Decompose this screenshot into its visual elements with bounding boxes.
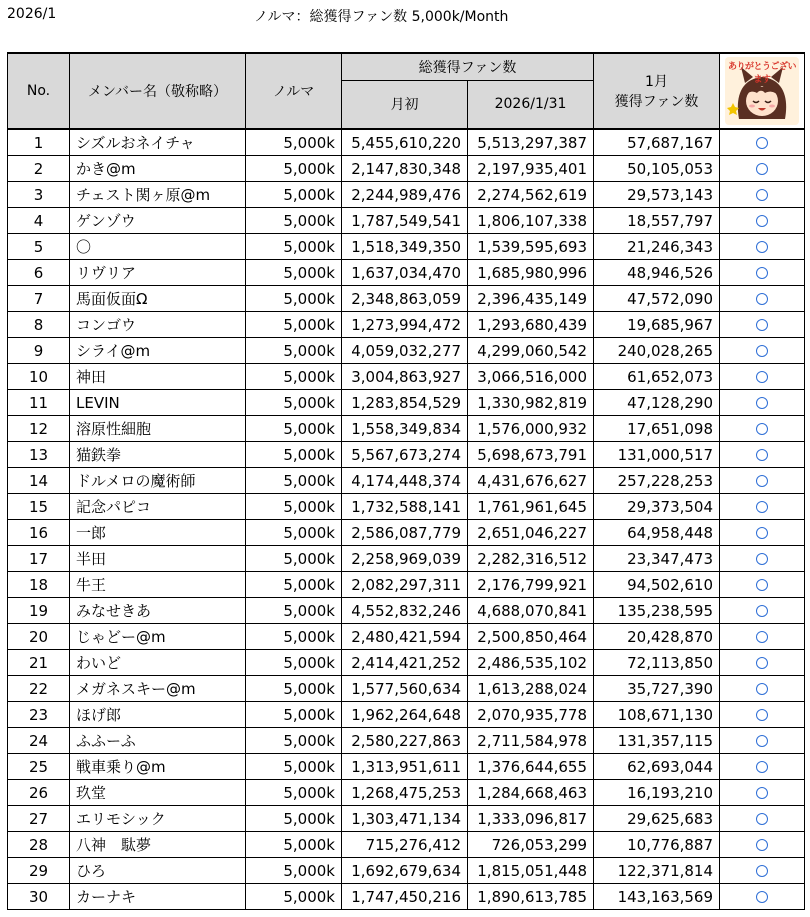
row-number: 11 (8, 390, 70, 416)
row-quota: 5,000k (246, 780, 342, 806)
circle-mark-icon (756, 605, 768, 617)
member-name: ひろ (70, 858, 246, 884)
monthly-gained-fans: 57,687,167 (594, 129, 720, 156)
member-name: 半田 (70, 546, 246, 572)
monthly-gained-fans: 20,428,870 (594, 624, 720, 650)
row-number: 6 (8, 260, 70, 286)
row-quota: 5,000k (246, 546, 342, 572)
monthly-gained-fans: 19,685,967 (594, 312, 720, 338)
row-quota: 5,000k (246, 364, 342, 390)
monthly-gained-fans: 122,371,814 (594, 858, 720, 884)
achieved-mark (720, 780, 805, 806)
end-of-month-fans: 4,299,060,542 (468, 338, 594, 364)
circle-mark-icon (756, 215, 768, 227)
start-of-month-fans: 1,577,560,634 (342, 676, 468, 702)
circle-mark-icon (756, 761, 768, 773)
circle-mark-icon (756, 319, 768, 331)
row-quota: 5,000k (246, 598, 342, 624)
table-row (8, 650, 805, 676)
end-of-month-fans: 1,890,613,785 (468, 884, 594, 910)
row-quota: 5,000k (246, 312, 342, 338)
table-row (8, 182, 805, 208)
monthly-gained-fans: 240,028,265 (594, 338, 720, 364)
member-name: ドルメロの魔術師 (70, 468, 246, 494)
achieved-mark (720, 806, 805, 832)
row-number: 7 (8, 286, 70, 312)
start-of-month-fans: 1,518,349,350 (342, 234, 468, 260)
row-number: 4 (8, 208, 70, 234)
row-number: 12 (8, 416, 70, 442)
table-row (8, 624, 805, 650)
monthly-gained-fans: 16,193,210 (594, 780, 720, 806)
member-name: 〇 (70, 234, 246, 260)
row-quota: 5,000k (246, 832, 342, 858)
achieved-mark (720, 650, 805, 676)
row-number: 21 (8, 650, 70, 676)
table-row (8, 546, 805, 572)
member-name: 馬面仮面Ω (70, 286, 246, 312)
table-row (8, 832, 805, 858)
achieved-mark (720, 260, 805, 286)
start-of-month-fans: 4,552,832,246 (342, 598, 468, 624)
end-of-month-fans: 2,274,562,619 (468, 182, 594, 208)
monthly-gained-fans: 64,958,448 (594, 520, 720, 546)
monthly-gained-fans: 143,163,569 (594, 884, 720, 910)
row-quota: 5,000k (246, 884, 342, 910)
achieved-mark (720, 129, 805, 156)
table-row (8, 754, 805, 780)
circle-mark-icon (756, 683, 768, 695)
member-name: ゲンゾウ (70, 208, 246, 234)
monthly-gained-fans: 18,557,797 (594, 208, 720, 234)
achieved-mark (720, 728, 805, 754)
start-of-month-fans: 1,558,349,834 (342, 416, 468, 442)
row-quota: 5,000k (246, 286, 342, 312)
member-name: 溶原性細胞 (70, 416, 246, 442)
member-name: 記念パピコ (70, 494, 246, 520)
start-of-month-fans: 4,059,032,277 (342, 338, 468, 364)
achieved-mark (720, 416, 805, 442)
row-quota: 5,000k (246, 416, 342, 442)
start-of-month-fans: 1,787,549,541 (342, 208, 468, 234)
table-row (8, 520, 805, 546)
end-of-month-fans: 2,396,435,149 (468, 286, 594, 312)
monthly-gained-fans: 131,000,517 (594, 442, 720, 468)
table-row (8, 572, 805, 598)
end-of-month-fans: 1,330,982,819 (468, 390, 594, 416)
row-number: 17 (8, 546, 70, 572)
row-number: 28 (8, 832, 70, 858)
row-quota: 5,000k (246, 572, 342, 598)
member-name: 猫鉄拳 (70, 442, 246, 468)
table-row (8, 234, 805, 260)
end-of-month-fans: 1,293,680,439 (468, 312, 594, 338)
achieved-mark (720, 624, 805, 650)
row-quota: 5,000k (246, 754, 342, 780)
circle-mark-icon (756, 501, 768, 513)
circle-mark-icon (756, 137, 768, 149)
end-of-month-fans: 2,070,935,778 (468, 702, 594, 728)
end-of-month-fans: 2,486,535,102 (468, 650, 594, 676)
row-quota: 5,000k (246, 234, 342, 260)
row-number: 26 (8, 780, 70, 806)
row-number: 30 (8, 884, 70, 910)
row-quota: 5,000k (246, 208, 342, 234)
achieved-mark (720, 754, 805, 780)
row-number: 1 (8, 129, 70, 156)
member-name: メガネスキー@m (70, 676, 246, 702)
circle-mark-icon (756, 267, 768, 279)
start-of-month-fans: 1,303,471,134 (342, 806, 468, 832)
achieved-mark (720, 208, 805, 234)
circle-mark-icon (756, 527, 768, 539)
row-number: 16 (8, 520, 70, 546)
circle-mark-icon (756, 865, 768, 877)
member-name: 八神 駄夢 (70, 832, 246, 858)
quota-description: ノルマ：総獲得ファン数 5,000k/Month (254, 9, 509, 25)
end-of-month-fans: 2,500,850,464 (468, 624, 594, 650)
start-of-month-fans: 1,268,475,253 (342, 780, 468, 806)
achieved-mark (720, 286, 805, 312)
row-number: 22 (8, 676, 70, 702)
row-number: 29 (8, 858, 70, 884)
start-of-month-fans: 2,258,969,039 (342, 546, 468, 572)
table-row (8, 676, 805, 702)
header-monthly-line1: 1月 (645, 74, 668, 90)
monthly-gained-fans: 50,105,053 (594, 156, 720, 182)
end-of-month-fans: 1,376,644,655 (468, 754, 594, 780)
row-quota: 5,000k (246, 129, 342, 156)
achieved-mark (720, 468, 805, 494)
monthly-gained-fans: 21,246,343 (594, 234, 720, 260)
achieved-mark (720, 884, 805, 910)
circle-mark-icon (756, 163, 768, 175)
monthly-gained-fans: 108,671,130 (594, 702, 720, 728)
row-quota: 5,000k (246, 338, 342, 364)
monthly-gained-fans: 62,693,044 (594, 754, 720, 780)
table-row (8, 806, 805, 832)
start-of-month-fans: 1,962,264,648 (342, 702, 468, 728)
achieved-mark (720, 182, 805, 208)
table-row (8, 416, 805, 442)
monthly-gained-fans: 35,727,390 (594, 676, 720, 702)
achieved-mark (720, 832, 805, 858)
achieved-mark (720, 234, 805, 260)
end-of-month-fans: 1,333,096,817 (468, 806, 594, 832)
table-row (8, 129, 805, 156)
row-quota: 5,000k (246, 156, 342, 182)
row-number: 14 (8, 468, 70, 494)
start-of-month-fans: 5,455,610,220 (342, 129, 468, 156)
row-number: 2 (8, 156, 70, 182)
table-row (8, 286, 805, 312)
member-name: ふふーふ (70, 728, 246, 754)
end-of-month-fans: 5,698,673,791 (468, 442, 594, 468)
monthly-gained-fans: 29,625,683 (594, 806, 720, 832)
start-of-month-fans: 3,004,863,927 (342, 364, 468, 390)
circle-mark-icon (756, 657, 768, 669)
row-quota: 5,000k (246, 390, 342, 416)
end-of-month-fans: 1,613,288,024 (468, 676, 594, 702)
circle-mark-icon (756, 241, 768, 253)
end-of-month-fans: 1,685,980,996 (468, 260, 594, 286)
row-quota: 5,000k (246, 468, 342, 494)
table-row (8, 442, 805, 468)
monthly-gained-fans: 72,113,850 (594, 650, 720, 676)
monthly-gained-fans: 29,373,504 (594, 494, 720, 520)
start-of-month-fans: 1,747,450,216 (342, 884, 468, 910)
circle-mark-icon (756, 449, 768, 461)
member-name: 玖堂 (70, 780, 246, 806)
fan-count-table (7, 52, 805, 910)
start-of-month-fans: 2,147,830,348 (342, 156, 468, 182)
thanks-sticker-text: ありがとうございます (728, 62, 797, 85)
circle-mark-icon (756, 709, 768, 721)
start-of-month-fans: 1,313,951,611 (342, 754, 468, 780)
table-row (8, 338, 805, 364)
start-of-month-fans: 2,480,421,594 (342, 624, 468, 650)
table-row (8, 728, 805, 754)
row-quota: 5,000k (246, 182, 342, 208)
monthly-gained-fans: 48,946,526 (594, 260, 720, 286)
table-row (8, 468, 805, 494)
circle-mark-icon (756, 787, 768, 799)
circle-mark-icon (756, 553, 768, 565)
start-of-month-fans: 2,586,087,779 (342, 520, 468, 546)
row-number: 9 (8, 338, 70, 364)
achieved-mark (720, 858, 805, 884)
achieved-mark (720, 312, 805, 338)
circle-mark-icon (756, 475, 768, 487)
start-of-month-fans: 2,082,297,311 (342, 572, 468, 598)
member-name: みなせきあ (70, 598, 246, 624)
circle-mark-icon (756, 397, 768, 409)
member-name: チェスト関ヶ原@m (70, 182, 246, 208)
end-of-month-fans: 1,761,961,645 (468, 494, 594, 520)
row-number: 8 (8, 312, 70, 338)
monthly-gained-fans: 135,238,595 (594, 598, 720, 624)
start-of-month-fans: 2,580,227,863 (342, 728, 468, 754)
circle-mark-icon (756, 839, 768, 851)
table-row (8, 598, 805, 624)
start-of-month-fans: 2,348,863,059 (342, 286, 468, 312)
member-name: 牛王 (70, 572, 246, 598)
achieved-mark (720, 520, 805, 546)
row-quota: 5,000k (246, 494, 342, 520)
row-quota: 5,000k (246, 442, 342, 468)
circle-mark-icon (756, 891, 768, 903)
member-name: LEVIN (70, 390, 246, 416)
circle-mark-icon (756, 371, 768, 383)
circle-mark-icon (756, 631, 768, 643)
achieved-mark (720, 546, 805, 572)
monthly-gained-fans: 257,228,253 (594, 468, 720, 494)
row-number: 19 (8, 598, 70, 624)
achieved-mark (720, 338, 805, 364)
table-row (8, 390, 805, 416)
circle-mark-icon (756, 579, 768, 591)
header-end-date: 2026/1/31 (468, 80, 594, 129)
header-start-of-month: 月初 (342, 80, 468, 129)
circle-mark-icon (756, 345, 768, 357)
end-of-month-fans: 1,806,107,338 (468, 208, 594, 234)
member-name: エリモシック (70, 806, 246, 832)
monthly-gained-fans: 61,652,073 (594, 364, 720, 390)
monthly-gained-fans: 94,502,610 (594, 572, 720, 598)
report-month: 2026/1 (7, 6, 57, 22)
row-number: 20 (8, 624, 70, 650)
monthly-gained-fans: 17,651,098 (594, 416, 720, 442)
start-of-month-fans: 1,732,588,141 (342, 494, 468, 520)
end-of-month-fans: 1,284,668,463 (468, 780, 594, 806)
end-of-month-fans: 2,651,046,227 (468, 520, 594, 546)
achieved-mark (720, 364, 805, 390)
circle-mark-icon (756, 813, 768, 825)
member-name: かき@m (70, 156, 246, 182)
table-row (8, 884, 805, 910)
end-of-month-fans: 1,539,595,693 (468, 234, 594, 260)
start-of-month-fans: 715,276,412 (342, 832, 468, 858)
member-name: 神田 (70, 364, 246, 390)
member-name: シライ@m (70, 338, 246, 364)
row-number: 10 (8, 364, 70, 390)
achieved-mark (720, 702, 805, 728)
member-name: ほげ郎 (70, 702, 246, 728)
achieved-mark (720, 156, 805, 182)
row-quota: 5,000k (246, 676, 342, 702)
start-of-month-fans: 4,174,448,374 (342, 468, 468, 494)
header-monthly-gained (594, 53, 720, 129)
monthly-gained-fans: 47,128,290 (594, 390, 720, 416)
member-name: わいど (70, 650, 246, 676)
row-number: 18 (8, 572, 70, 598)
table-row (8, 858, 805, 884)
row-quota: 5,000k (246, 702, 342, 728)
start-of-month-fans: 5,567,673,274 (342, 442, 468, 468)
row-quota: 5,000k (246, 728, 342, 754)
circle-mark-icon (756, 293, 768, 305)
start-of-month-fans: 2,414,421,252 (342, 650, 468, 676)
table-row (8, 702, 805, 728)
member-name: コンゴウ (70, 312, 246, 338)
monthly-gained-fans: 131,357,115 (594, 728, 720, 754)
row-number: 24 (8, 728, 70, 754)
monthly-gained-fans: 47,572,090 (594, 286, 720, 312)
start-of-month-fans: 1,637,034,470 (342, 260, 468, 286)
circle-mark-icon (756, 423, 768, 435)
header-no: No. (8, 53, 70, 129)
row-quota: 5,000k (246, 806, 342, 832)
end-of-month-fans: 4,431,676,627 (468, 468, 594, 494)
thanks-sticker-icon (725, 57, 799, 125)
table-row (8, 364, 805, 390)
row-number: 23 (8, 702, 70, 728)
end-of-month-fans: 1,576,000,932 (468, 416, 594, 442)
member-rows (8, 129, 805, 910)
member-name: 一郎 (70, 520, 246, 546)
member-name: じゃどー@m (70, 624, 246, 650)
row-quota: 5,000k (246, 260, 342, 286)
circle-mark-icon (756, 735, 768, 747)
row-quota: 5,000k (246, 858, 342, 884)
start-of-month-fans: 2,244,989,476 (342, 182, 468, 208)
table-row (8, 494, 805, 520)
header-total-fans: 総獲得ファン数 (342, 53, 594, 80)
member-name: リヴリア (70, 260, 246, 286)
header-member-name: メンバー名（敬称略） (70, 53, 246, 129)
header-monthly-line2: 獲得ファン数 (614, 94, 699, 110)
achieved-mark (720, 676, 805, 702)
header-badge-cell (720, 53, 805, 129)
table-row (8, 260, 805, 286)
member-name: 戦車乗り@m (70, 754, 246, 780)
start-of-month-fans: 1,692,679,634 (342, 858, 468, 884)
row-number: 13 (8, 442, 70, 468)
end-of-month-fans: 726,053,299 (468, 832, 594, 858)
member-name: シズルおネイチャ (70, 129, 246, 156)
row-number: 25 (8, 754, 70, 780)
end-of-month-fans: 4,688,070,841 (468, 598, 594, 624)
table-row (8, 780, 805, 806)
row-number: 3 (8, 182, 70, 208)
circle-mark-icon (756, 189, 768, 201)
end-of-month-fans: 2,197,935,401 (468, 156, 594, 182)
table-row (8, 312, 805, 338)
end-of-month-fans: 1,815,051,448 (468, 858, 594, 884)
table-row (8, 156, 805, 182)
row-quota: 5,000k (246, 650, 342, 676)
start-of-month-fans: 1,283,854,529 (342, 390, 468, 416)
row-quota: 5,000k (246, 520, 342, 546)
monthly-gained-fans: 29,573,143 (594, 182, 720, 208)
end-of-month-fans: 5,513,297,387 (468, 129, 594, 156)
row-quota: 5,000k (246, 624, 342, 650)
achieved-mark (720, 494, 805, 520)
row-number: 5 (8, 234, 70, 260)
end-of-month-fans: 2,711,584,978 (468, 728, 594, 754)
table-row (8, 208, 805, 234)
achieved-mark (720, 572, 805, 598)
start-of-month-fans: 1,273,994,472 (342, 312, 468, 338)
end-of-month-fans: 3,066,516,000 (468, 364, 594, 390)
header-quota: ノルマ (246, 53, 342, 129)
achieved-mark (720, 598, 805, 624)
achieved-mark (720, 390, 805, 416)
end-of-month-fans: 2,176,799,921 (468, 572, 594, 598)
end-of-month-fans: 2,282,316,512 (468, 546, 594, 572)
achieved-mark (720, 442, 805, 468)
row-number: 27 (8, 806, 70, 832)
monthly-gained-fans: 10,776,887 (594, 832, 720, 858)
member-name: カーナキ (70, 884, 246, 910)
row-number: 15 (8, 494, 70, 520)
monthly-gained-fans: 23,347,473 (594, 546, 720, 572)
